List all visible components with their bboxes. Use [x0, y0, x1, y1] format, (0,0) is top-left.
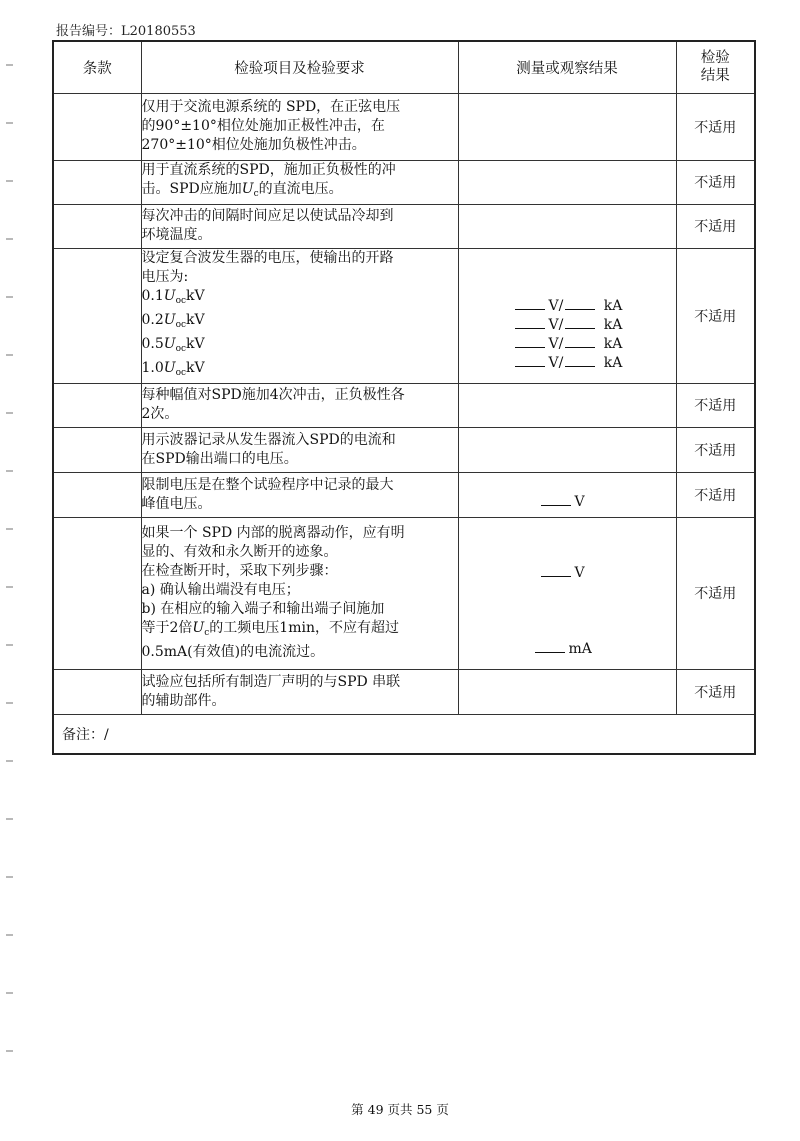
requirement-cell: 用于直流系统的SPD，施加正负极性的冲 击。SPD应施加$U_c$的直流电压。 — [141, 160, 458, 204]
measurement-blank-v: V — [459, 493, 676, 512]
measurement-blank-v-ka: V/ kA — [459, 316, 676, 335]
verdict-cell: 不适用 — [676, 383, 755, 427]
table-row — [53, 472, 755, 517]
remark-row — [53, 714, 755, 754]
requirement-cell: 试验应包括所有制造厂声明的与SPD 串联 的辅助部件。 — [141, 669, 458, 714]
measurement-blank-ma: mA — [459, 640, 676, 659]
clause-cell — [53, 204, 141, 248]
report-number: 报告编号：L20180553 — [56, 24, 196, 39]
table-row — [53, 517, 755, 669]
table-header-row — [53, 41, 755, 93]
col-measurement-header: 测量或观察结果 — [458, 41, 676, 93]
measurement-cell — [458, 669, 676, 714]
clause-cell — [53, 160, 141, 204]
clause-cell — [53, 248, 141, 383]
requirement-cell: 限制电压是在整个试验程序中记录的最大 峰值电压。 — [141, 472, 458, 517]
clause-cell — [53, 517, 141, 669]
verdict-cell: 不适用 — [676, 93, 755, 160]
measurement-cell — [458, 93, 676, 160]
requirement-cell: 每次冲击的间隔时间应足以使试品冷却到 环境温度。 — [141, 204, 458, 248]
page-number: 第 49 页共 55 页 — [351, 1102, 449, 1117]
measurement-cell — [458, 248, 676, 383]
voltage-level: $0.5U_{oc}kV$ — [141, 335, 205, 354]
table-row — [53, 669, 755, 714]
clause-cell — [53, 93, 141, 160]
verdict-cell: 不适用 — [676, 160, 755, 204]
measurement-cell — [458, 517, 676, 669]
requirement-cell: 用示波器记录从发生器流入SPD的电流和 在SPD输出端口的电压。 — [141, 427, 458, 472]
remark-cell: 备注：/ — [53, 714, 755, 754]
verdict-cell: 不适用 — [676, 472, 755, 517]
measurement-blank-v: V — [459, 564, 676, 583]
table-row — [53, 160, 755, 204]
voltage-level: $0.2U_{oc}kV$ — [141, 311, 205, 330]
table-row — [53, 204, 755, 248]
table-row — [53, 383, 755, 427]
col-verdict-header: 检验 结果 — [676, 41, 755, 93]
clause-cell — [53, 472, 141, 517]
table-row — [53, 93, 755, 160]
measurement-cell — [458, 427, 676, 472]
measurement-cell — [458, 383, 676, 427]
voltage-level: $1.0U_{oc}kV$ — [141, 359, 205, 378]
inspection-table — [52, 40, 756, 755]
verdict-cell: 不适用 — [676, 517, 755, 669]
voltage-level: $0.1U_{oc}kV$ — [141, 287, 205, 306]
requirement-cell: 每种幅值对SPD施加4次冲击，正负极性各 2次。 — [141, 383, 458, 427]
measurement-cell — [458, 204, 676, 248]
measurement-blank-v-ka: V/ kA — [459, 297, 676, 316]
requirement-cell: 仅用于交流电源系统的 SPD，在正弦电压 的90°±10°相位处施加正极性冲击，在 270°±10°相位处施加负极性冲击。 — [141, 93, 458, 160]
verdict-cell: 不适用 — [676, 669, 755, 714]
verdict-cell: 不适用 — [676, 248, 755, 383]
binding-margin-marks — [0, 0, 22, 1141]
verdict-cell: 不适用 — [676, 427, 755, 472]
col-clause-header: 条款 — [53, 41, 141, 93]
col-requirement-header: 检验项目及检验要求 — [141, 41, 458, 93]
table-row — [53, 248, 755, 383]
clause-cell — [53, 669, 141, 714]
measurement-cell — [458, 160, 676, 204]
verdict-cell: 不适用 — [676, 204, 755, 248]
clause-cell — [53, 427, 141, 472]
requirement-cell: 如果一个 SPD 内部的脱离器动作，应有明 显的、有效和永久断开的迹象。 在检查断开时，采取下列步骤： a) 确认输出端没有电压； b) 在相应的输入端子和输出端子间施加 等于2倍$U_c$的工频电压1min，不应有超过 0.5mA(有效值)的电流流过。 — [141, 517, 458, 669]
measurement-cell — [458, 472, 676, 517]
table-row — [53, 427, 755, 472]
measurement-blank-v-ka: V/ kA — [459, 335, 676, 354]
measurement-blank-v-ka: V/ kA — [459, 354, 676, 373]
clause-cell — [53, 383, 141, 427]
requirement-cell: 设定复合波发生器的电压，使输出的开路 电压为: $0.1U_{oc}kV$ $0.2U_{oc}kV$ $0.5U_{oc}kV$ $1.0U_{oc}kV$ — [141, 248, 458, 383]
